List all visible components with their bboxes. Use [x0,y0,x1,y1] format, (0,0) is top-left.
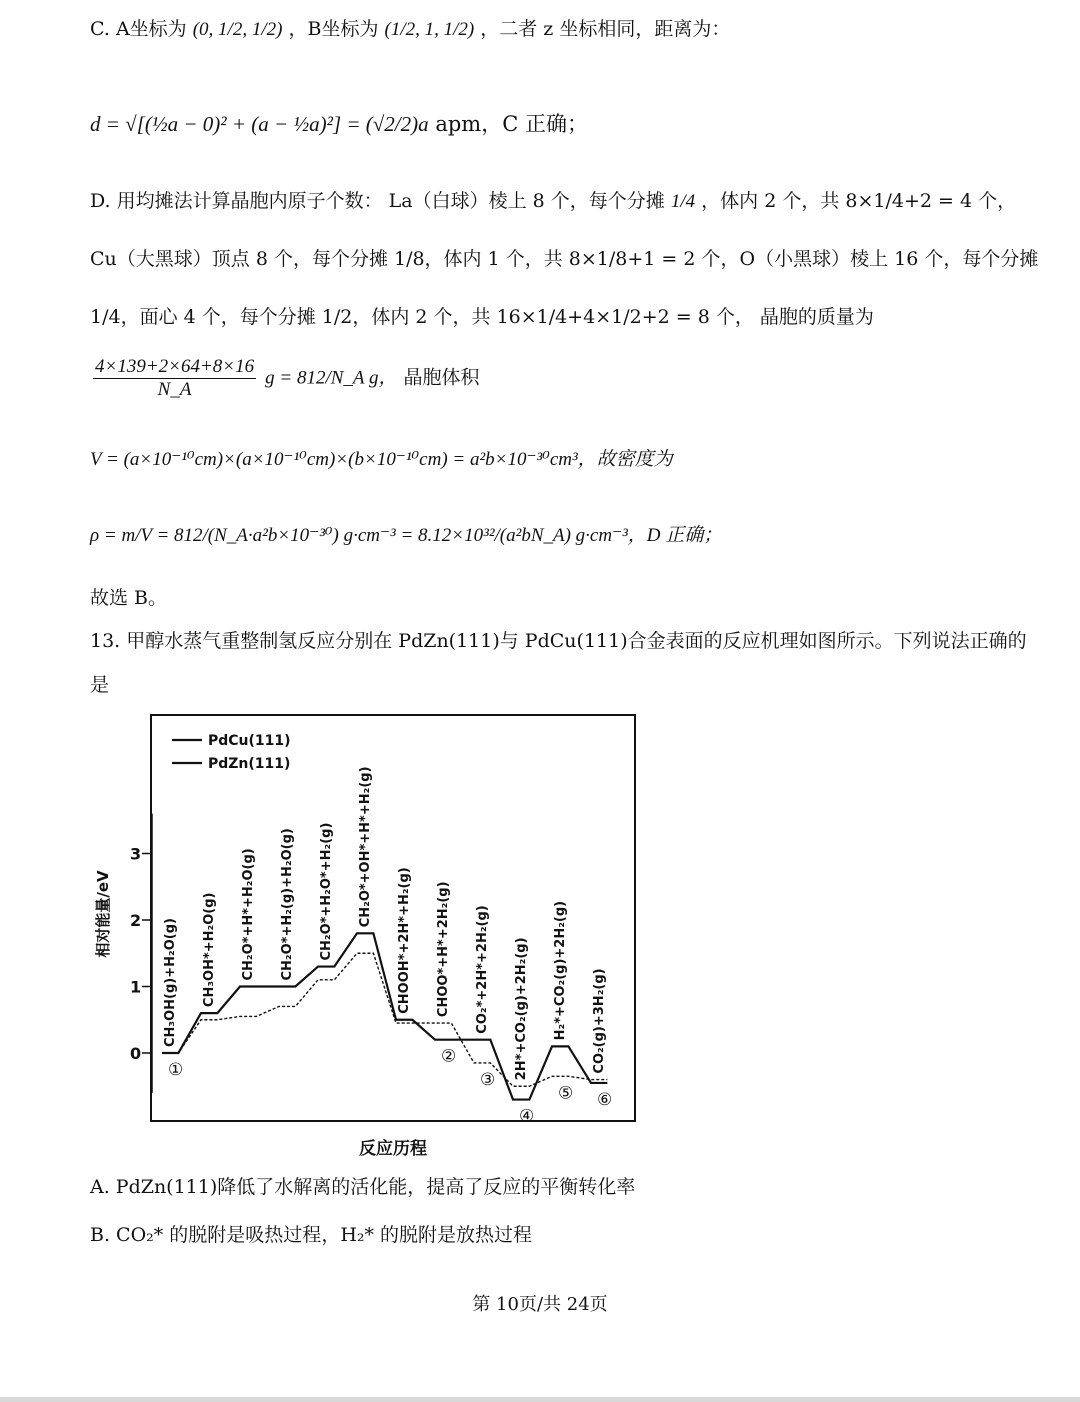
y-axis-outside [90,714,210,1174]
species-label-9: 2H*+CO₂(g)+2H₂(g) [514,937,529,1081]
volume-line [90,444,673,471]
distance-formula-line [90,108,588,138]
option-b-line[interactable] [90,1220,532,1247]
density-formula: ρ = m/V = 812/(N_A·a²b×10⁻³⁰) g·cm⁻³ = 8.12×10³²/(a²bN_A) g·cm⁻³，D 正确； [90,525,723,546]
b-coordinate: (1/2, 1, 1/2) [384,19,475,40]
step-marker-1: ① [168,1060,184,1080]
species-label-0: CH₃OH(g)+H₂O(g) [163,918,178,1047]
option-d-intro: D. 用均摊法计算晶胞内原子个数： La（白球）棱上 8 个，每个分摊 [90,190,665,212]
species-label-2: CH₂O*+H*+H₂O(g) [241,848,256,981]
y-tick-label-1: 1 [130,977,142,997]
species-label-11: CO₂(g)+3H₂(g) [592,968,607,1074]
option-d-la-tail: ，体内 2 个，共 8×1/4+2 = 4 个， [701,190,1017,212]
species-label-7: CHOO*+H*+2H₂(g) [436,881,451,1018]
volume-formula: V = (a×10⁻¹⁰cm)×(a×10⁻¹⁰cm)×(b×10⁻¹⁰cm) = a²b×10⁻³⁰cm³，故密度为 [90,449,673,470]
bottom-edge [0,1397,1080,1402]
species-label-8: CO₂*+2H*+2H₂(g) [475,905,490,1034]
x-axis-label: 反应历程 [359,1139,427,1159]
step-marker-5: ⑤ [558,1083,574,1104]
quarter-fraction: 1/4 [670,191,696,212]
species-label-1: CH₃OH*+H₂O(g) [202,892,217,1008]
mass-fraction [93,356,256,401]
energy-profile-svg [152,716,634,1120]
step-marker-6: ⑥ [597,1089,613,1110]
species-label-6: CHOOH*+2H*+H₂(g) [397,867,412,1014]
y-axis-label: 相对能量/eV [94,870,112,958]
question-13-text: 13. 甲醇水蒸气重整制氢反应分别在 PdZn(111)与 PdCu(111)合金表面的反应机理如图所示。下列说法正确的 [90,630,1027,652]
legend-label-0: PdCu(111) [208,733,291,749]
species-label-3: CH₂O*+H₂(g)+H₂O(g) [280,828,295,981]
step-marker-2: ② [441,1046,457,1067]
option-c-same-text: ，二者 z 坐标相同，距离为： [480,18,731,40]
cu-count-line [90,244,1038,271]
mass-formula-line [90,356,480,401]
option-c-a-text: C. A坐标为 [90,18,187,40]
option-b-text: B. CO₂* 的脱附是吸热过程，H₂* 的脱附是放热过程 [90,1224,533,1246]
species-label-5: CH₂O*+OH*+H*+H₂(g) [358,766,373,928]
distance-unit: apm，C 正确； [435,112,588,136]
option-d-line [90,186,1016,213]
answer-text: 故选 B。 [90,587,168,609]
option-c-b-text: ，B坐标为 [288,18,379,40]
y-tick-label-3: 3 [130,844,142,864]
a-coordinate: (0, 1/2, 1/2) [192,19,283,40]
species-label-10: H₂*+CO₂(g)+2H₂(g) [553,900,568,1041]
volume-label: 晶胞体积 [403,366,480,389]
series-line-0 [162,933,607,1099]
option-c-line [90,14,730,41]
distance-formula: d = √[(½a − 0)² + (a − ½a)²] = (√2/2)a [90,112,429,136]
o-count-line [90,302,874,329]
mass-equation: g = 812/N_A g， [265,367,398,389]
option-a-line[interactable] [90,1172,635,1199]
cu-count-text: Cu（大黑球）顶点 8 个，每个分摊 1/8，体内 1 个，共 8×1/8+1 = 2 个，O（小黑球）棱上 16 个，每个分摊 [90,248,1039,270]
step-marker-4: ④ [519,1106,535,1120]
question-13-line2 [90,670,109,697]
density-line [90,520,722,547]
legend-label-1: PdZn(111) [208,756,291,772]
question-13-line [90,626,1027,653]
y-tick-label-0: 0 [130,1044,142,1063]
mass-numerator: 4×139+2×64+8×16 [95,356,255,377]
energy-profile-chart [150,714,636,1122]
option-a-text: A. PdZn(111)降低了水解离的活化能，提高了反应的平衡转化率 [90,1176,636,1198]
mass-denominator: N_A [157,379,192,400]
species-label-4: CH₂O*+H₂O*+H₂(g) [319,822,334,961]
page-footer: 第 10页/共 24页 [472,1294,608,1315]
answer-line [90,583,167,610]
o-count-text: 1/4，面心 4 个，每个分摊 1/2，体内 2 个，共 16×1/4+4×1/2+2 = 8 个， 晶胞的质量为 [90,306,874,328]
step-marker-3: ③ [480,1069,496,1090]
question-13-text-cont: 是 [90,674,110,696]
y-tick-label-2: 2 [130,911,142,930]
